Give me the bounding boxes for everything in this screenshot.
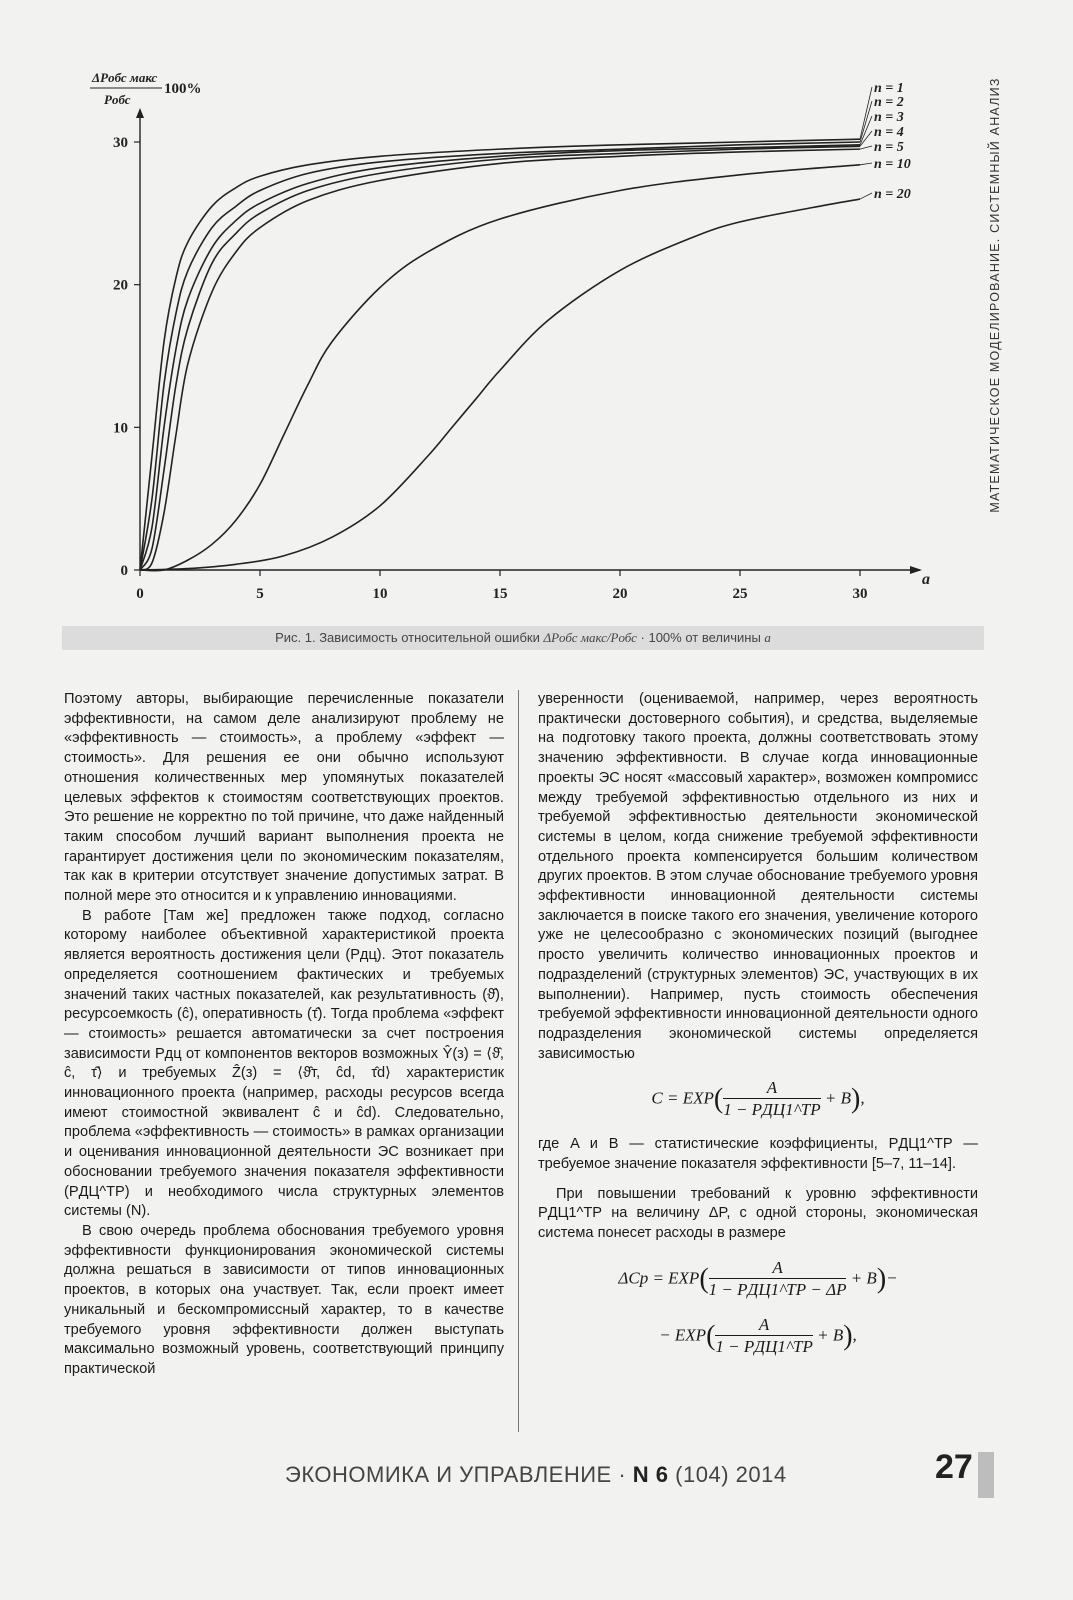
formula-delta-cost: ΔCp = EXP( $\frac{A}{\text{1 − PДЦ1\textasciicircum{}ТР − ΔP}}$ + B)− [618,1257,898,1299]
left-column [64,690,504,1380]
caption-math: ΔPобс макс/Pобс [543,630,637,645]
series-leader-line [860,163,872,165]
x-tick-label: 20 [612,586,628,602]
journal-footer [285,1462,787,1488]
series-label: n = 1 [874,81,904,96]
x-tick-label: 15 [492,586,508,602]
formula-denominator: 1 − PДЦ1^ТР [723,1100,821,1120]
formula-delta-cost-cont: − EXP( $\frac{A}{\text{1 − PДЦ1\textasciicircum{}ТР}}$ + B), [659,1314,857,1356]
y-axis-arrow [136,108,144,118]
caption-var: a [764,630,771,645]
formula-lhs: ΔCp = EXP [618,1268,700,1288]
formula-tail: + B [850,1268,877,1288]
paragraph: В свою очередь проблема обоснования требуемого уровня эффективности функционирования экономической системы должна решаться в зависимости от типов инновационных проектов, в которых она участвует. Так, если проект имеет уникальный и бескомпромиссный характер, то в качестве требуемого уровня эффективности должен выступать максимально возможный уровень, соответствующий принципу практической [64,1222,504,1377]
series-line [140,139,860,570]
series-line [140,142,860,570]
x-axis-label: a [922,571,930,588]
page-tab-marker [978,1452,994,1498]
side-title-text: МАТЕМАТИЧЕСКОЕ МОДЕЛИРОВАНИЕ. СИСТЕМНЫЙ АНАЛИЗ [988,77,1002,513]
series-label: n = 5 [874,140,904,155]
y-tick-label: 20 [113,277,128,294]
series-leader-line [860,146,872,149]
formula-denominator: 1 − PДЦ1^ТР [715,1336,813,1356]
formula-cost: C = EXP( $\frac{A}{\text{1 − PДЦ1\textasciicircum{}ТР}}$ + B), [651,1078,865,1120]
paragraph: При повышении требований к уровню эффективности PДЦ1^ТР на величину ΔP, с одной стороны, экономическая система понесет расходы в размере [538,1185,978,1242]
y-tick-label: 30 [113,135,128,151]
x-tick-label: 0 [136,586,144,602]
right-column [538,690,978,1372]
journal-name: ЭКОНОМИКА И УПРАВЛЕНИЕ · [285,1462,633,1487]
y-label-denominator: Pобс [104,92,131,107]
formula-tail: + B [824,1088,852,1108]
series-label: n = 3 [874,110,904,125]
series-leader-line [860,101,872,142]
series-label: n = 10 [874,157,911,172]
x-tick-label: 25 [732,586,748,602]
paragraph: В работе [Там же] предложен также подход, согласно которому наиболее объективной характеристикой проекта является вероятность достижения цели (Pдц). Этот показатель определяется соотношением фактических и требуемых значений таких частных показателей, как результативность (ϑ̂), ресурсоемкость (ĉ), оперативность (τ̂). Тогда проблема «эффект — стоимость» решается автоматически за счет построения зависимости Pдц от компонентов векторов возможных Ŷ(з) = ⟨ϑ̂, ĉ, τ̂⟩ и требуемых Ẑ(з) = ⟨ϑ̂т, ĉd, τ̂d⟩ характеристик инновационного проекта (например, расходы ресурсов всегда имеют стоимостной эквивалент ĉ и ĉd). Следовательно, проблема «эффективность — стоимость» в рамках организации и оценивания инновационной деятельности ЭС возникает при обосновании требуемого значения показателя эффективности (PДЦ^ТР) и необходимого числа структурных элементов системы (N). [64,907,504,1220]
formula-numerator: A [709,1258,847,1279]
figure-chart [60,60,990,640]
caption-suffix: · 100% от величины [636,630,765,645]
journal-issue: N 6 [632,1462,669,1487]
y-label-suffix: 100% [164,81,202,97]
series-label: n = 4 [874,125,904,140]
formula-numerator: A [723,1078,820,1099]
x-tick-label: 5 [256,586,264,602]
paragraph: Поэтому авторы, выбирающие перечисленные показатели эффективности, на самом деле анализируют проблему не «эффективность — стоимость», а проблему «эффект — стоимость». Для решения ее они обычно используют отношения количественных мер упомянутых показателей целевых эффектов к стоимостям соответствующих проектов. Это решение не корректно по той причине, что даже найденный таким способом лучший вариант выполнения проекта не гарантирует достижения цели по экономическим показателям, так как в критерии отсутствует значение допустимых затрат. В полной мере это относится и к управлению инновациями. [64,691,504,905]
series-line [140,149,860,570]
y-tick-label: 0 [120,563,128,579]
formula-lhs: − EXP [659,1325,707,1345]
journal-year: (104) 2014 [668,1462,787,1487]
caption-prefix: Рис. 1. Зависимость относительной ошибки [275,630,544,645]
y-tick-label: 10 [113,420,128,437]
formula-lhs: C = EXP [651,1088,714,1108]
column-divider [518,690,519,1432]
series-label: n = 20 [874,187,911,202]
x-tick-label: 10 [372,586,388,602]
paragraph: уверенности (оцениваемой, например, через вероятность практически достоверного события), и средства, выделяемые на подготовку такого проекта, должны соответствовать этому значению эффективности. В случае когда инновационные проекты ЭС носят «массовый характер», возможен компромисс между требуемой эффективностью отдельного из них и требуемой эффективностью деятельности экономической системы в целом, когда снижение требуемой эффективности отдельного проекта компенсируется большим количеством других проектов. В этом случае обоснование требуемого уровня эффективности инновационной деятельности системы заключается в поиске такого его значения, увеличение которого уже не целесообразно с экономических позиций (выгоднее просто увеличить количество инновационных проектов и подразделений (структурных элементов) ЭС, участвующих в их выполнении). Например, пусть стоимость обеспечения требуемой эффективности инновационной деятельности одного подразделения экономической системы определяется зависимостью [538,691,978,1062]
x-tick-label: 30 [852,586,868,602]
formula-tail: + B [817,1325,844,1345]
y-label-numerator: ΔPобс макс [92,70,158,85]
series-line [140,165,860,571]
x-axis-arrow [910,566,922,574]
side-running-title [980,60,1010,530]
page-number: 27 [935,1448,973,1486]
formula-denominator: 1 − PДЦ1^ТР − ΔP [708,1279,847,1299]
series-line [140,199,860,570]
series-line [140,145,860,570]
series-leader-line [860,131,872,146]
figure-caption [62,626,984,650]
formula-numerator: A [715,1315,812,1336]
series-leader-line [860,193,872,199]
paragraph: где A и B — статистические коэффициенты, PДЦ1^ТР — требуемое значение показателя эффективности [5–7, 11–14]. [538,1136,978,1173]
series-label: n = 2 [874,95,904,110]
